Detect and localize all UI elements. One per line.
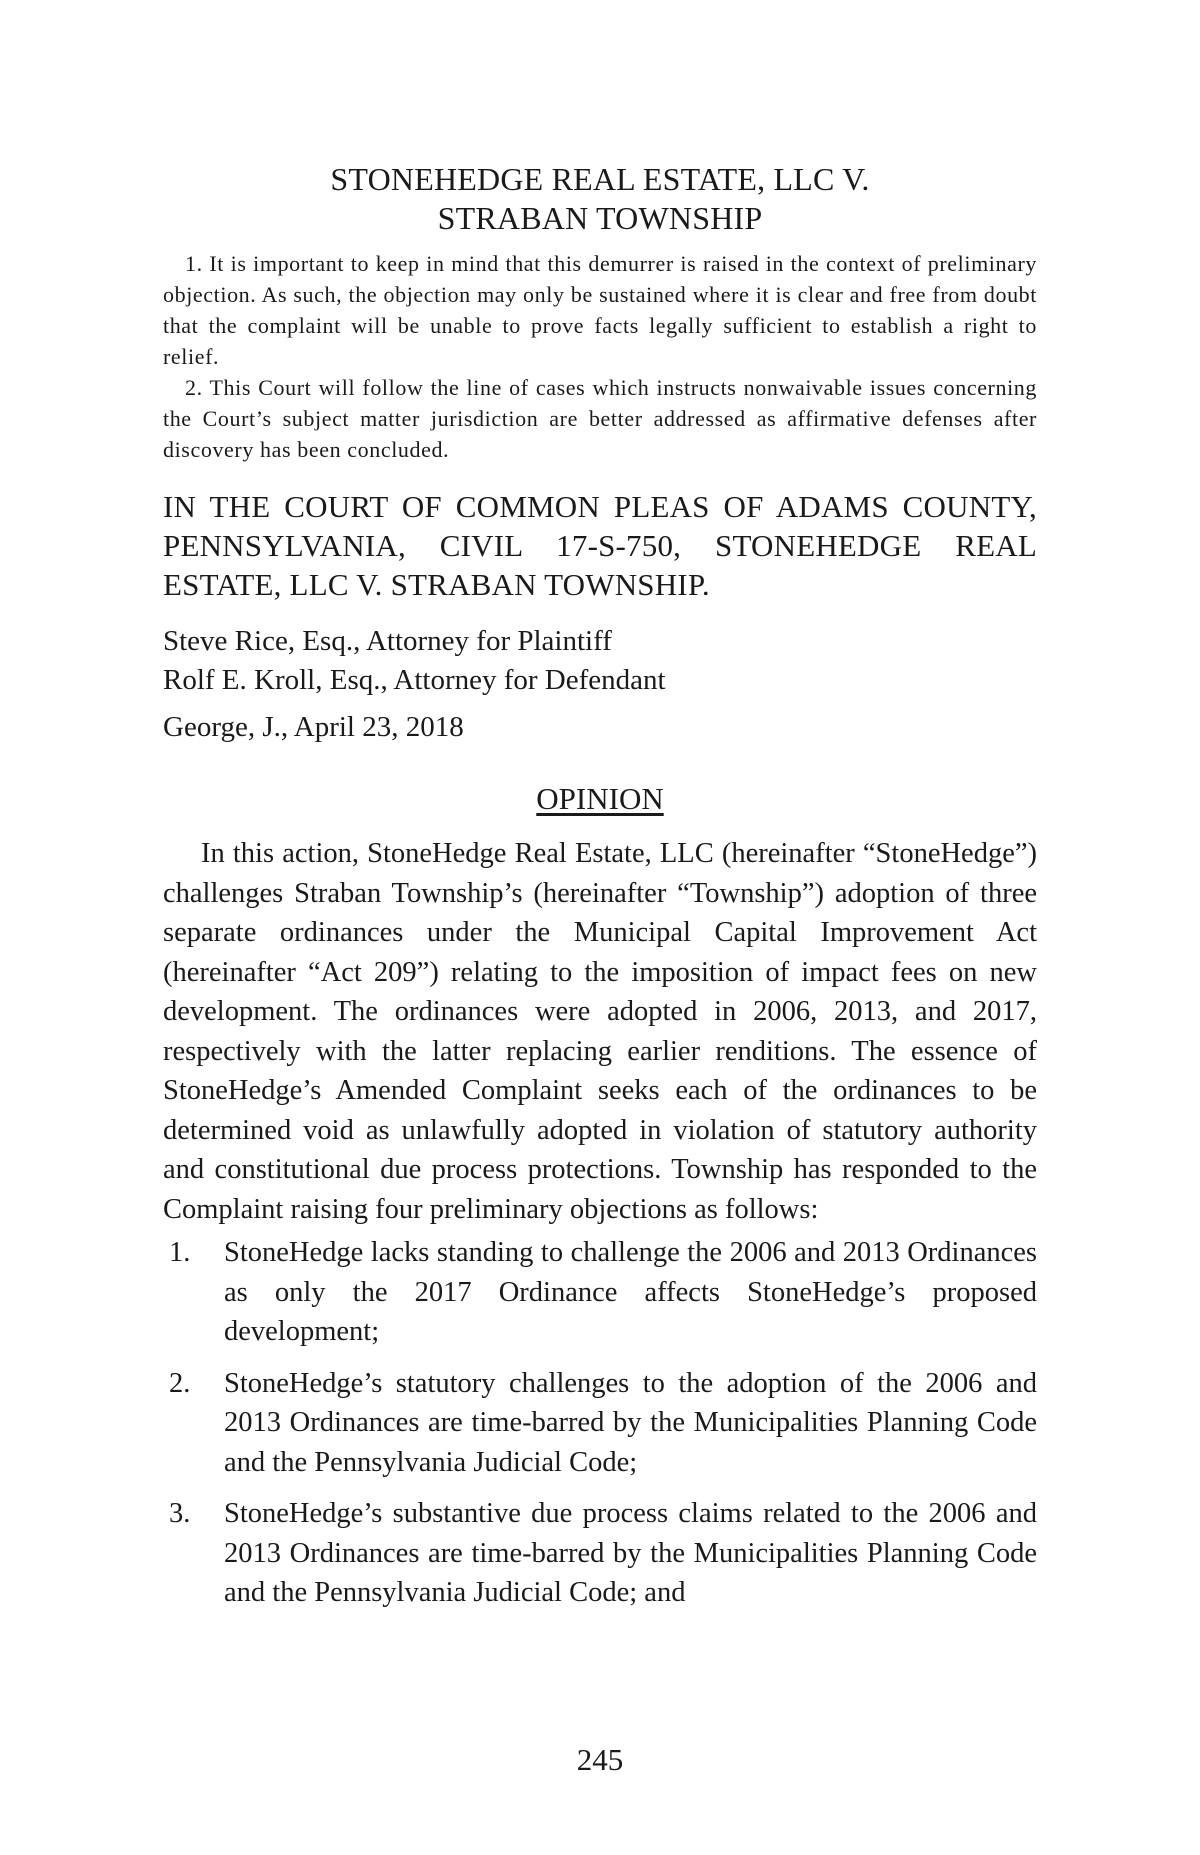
list-item bbox=[163, 1233, 1037, 1352]
case-title-line-2: STRABAN TOWNSHIP bbox=[437, 200, 763, 236]
headnote-1: 1. It is important to keep in mind that this demurrer is raised in the context of preliminary objection. As such, the objection may only be sustained where it is clear and free from doubt that the complaint will be unable to prove facts legally sufficient to establish a right to relief. bbox=[163, 251, 1037, 369]
list-item bbox=[163, 1364, 1037, 1483]
headnotes bbox=[163, 248, 1037, 465]
defendant-counsel: Rolf E. Kroll, Esq., Attorney for Defendant bbox=[163, 664, 666, 696]
list-item-text: StoneHedge lacks standing to challenge the 2006 and 2013 Ordinances as only the 2017 Ordinance affects StoneHedge’s proposed development; bbox=[224, 1237, 1037, 1347]
list-item-number: 1. bbox=[169, 1237, 191, 1268]
opinion-heading-text: OPINION bbox=[536, 781, 664, 816]
objections-list bbox=[163, 1233, 1037, 1613]
case-title-line-1: STONEHEDGE REAL ESTATE, LLC V. bbox=[330, 161, 870, 197]
list-item-number: 2. bbox=[169, 1367, 191, 1399]
case-title bbox=[163, 160, 1037, 238]
document-page bbox=[163, 150, 1037, 1625]
headnote-2: 2. This Court will follow the line of cases which instructs nonwaivable issues concerning the Court’s subject matter jurisdiction are better addressed as affirmative defenses after discovery has been concluded. bbox=[163, 375, 1037, 462]
list-item-text: StoneHedge’s statutory challenges to the adoption of the 2006 and 2013 Ordinances are time-barred by the Municipalities Planning Code and the Pennsylvania Judicial Code; bbox=[224, 1367, 1037, 1478]
judge-date-line: George, J., April 23, 2018 bbox=[163, 711, 464, 743]
counsel-block bbox=[163, 622, 1037, 700]
plaintiff-counsel: Steve Rice, Esq., Attorney for Plaintiff bbox=[163, 625, 612, 657]
court-caption: IN THE COURT OF COMMON PLEAS OF ADAMS COUNTY, PENNSYLVANIA, CIVIL 17-S-750, STONEHEDGE REAL ESTATE, LLC V. STRABAN TOWNSHIP. bbox=[163, 489, 1037, 602]
list-item bbox=[163, 1494, 1037, 1613]
list-item-number: 3. bbox=[169, 1498, 191, 1529]
list-item-text: StoneHedge’s substantive due process claims related to the 2006 and 2013 Ordinances are time-barred by the Municipalities Planning Code and the Pennsylvania Judicial Code; and bbox=[224, 1498, 1037, 1608]
page-number: 245 bbox=[576, 1742, 624, 1777]
opinion-paragraph: In this action, StoneHedge Real Estate, LLC (hereinafter “StoneHedge”) challenges Straban Township’s (hereinafter “Township”) adoption of three separate ordinances under the Municipal Capital Improvement Act (hereinafter “Act 209”) relating to the imposition of impact fees on new development. The ordinances were adopted in 2006, 2013, and 2017, respectively with the latter replacing earlier renditions. The essence of StoneHedge’s Amended Complaint seeks each of the ordinances to be determined void as unlawfully adopted in violation of statutory authority and constitutional due process protections. Township has responded to the Complaint raising four preliminary objections as follows: bbox=[163, 838, 1037, 1225]
opinion-heading bbox=[163, 779, 1037, 818]
